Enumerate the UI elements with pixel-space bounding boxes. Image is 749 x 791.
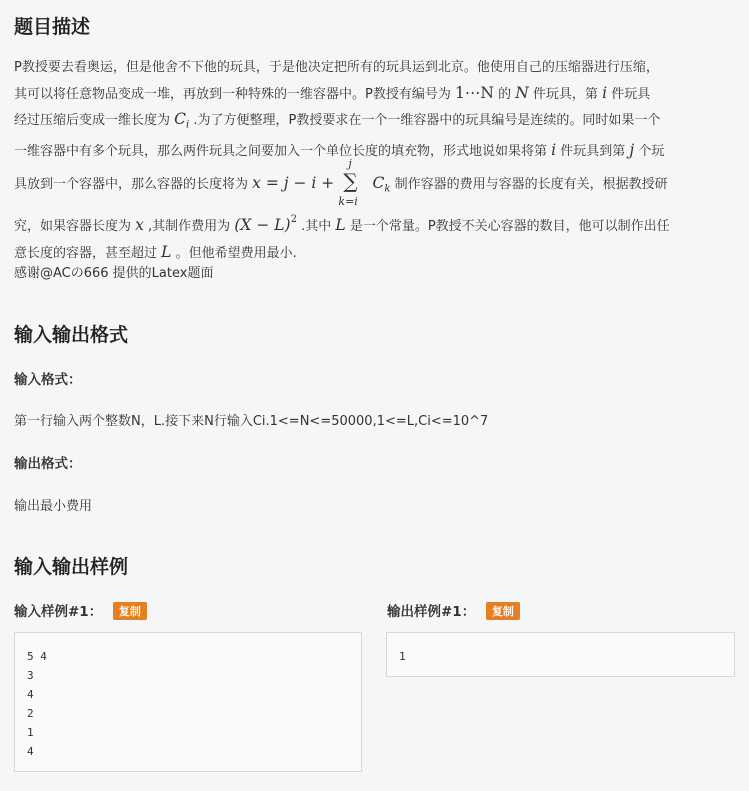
copy-input-button[interactable]: 复制: [113, 602, 147, 620]
description-line: P教授要去看奥运，但是他舍不下他的玩具，于是他决定把所有的玩具运到北京。他使用自己的压缩器进行压缩，: [14, 60, 659, 75]
sample-output-header: [387, 600, 520, 620]
section-title-description: 题目描述: [14, 16, 91, 38]
description-line: 其可以将任意物品变成一堆，再放到一种特殊的一维容器中。P教授有编号为 1⋯N 的 N 件玩具，第 i 件玩具: [14, 83, 651, 102]
description-paragraph: [14, 56, 736, 266]
sample-output-line: 1: [399, 650, 406, 663]
sample-input-line: 4: [27, 745, 34, 758]
sample-input-line: 4: [27, 688, 34, 701]
sample-output-label: 输出样例#1：: [387, 604, 476, 620]
sample-input-header: [14, 600, 147, 620]
sample-output-box[interactable]: [386, 632, 735, 677]
description-line: 具放到一个容器中，那么容器的长度将为 x = j − i + j ∑ k=i $C_k$ 制作容器的费用与容器的长度有关，根据教授研: [14, 156, 668, 208]
summation-symbol: j ∑ k=i: [338, 156, 358, 208]
description-line: 究，如果容器长度为 x ,其制作费用为 $(X - L)^2$ .其中 L 是一个常量。P教授不关心容器的数目，他可以制作出任: [14, 214, 670, 235]
output-format-text: 输出最小费用: [14, 499, 93, 514]
sample-input-line: 5 4: [27, 650, 47, 663]
copy-output-button[interactable]: 复制: [486, 602, 520, 620]
sample-input-line: 3: [27, 669, 34, 682]
latex-credit: 感谢@ACの666 提供的Latex题面: [14, 266, 214, 281]
sample-input-box[interactable]: [14, 632, 362, 772]
sample-input-line: 1: [27, 726, 34, 739]
output-format-label: 输出格式：: [14, 456, 82, 472]
input-format-text: 第一行输入两个整数N，L.接下来N行输入Ci.1<=N<=50000,1<=L,Ci<=10^7: [14, 414, 489, 429]
description-line: 意长度的容器，甚至超过 L 。但他希望费用最小.: [14, 242, 297, 261]
section-title-io-format: 输入输出格式: [14, 324, 129, 346]
sample-input-line: 2: [27, 707, 34, 720]
sample-input-label: 输入样例#1：: [14, 604, 103, 620]
section-title-samples: 输入输出样例: [14, 556, 129, 578]
input-format-label: 输入格式：: [14, 372, 82, 388]
description-line: 经过压缩后变成一维长度为 $C_i$ .为了方便整理，P教授要求在一个一维容器中的玩具编号是连续的。同时如果一个: [14, 110, 661, 131]
description-line: 一维容器中有多个玩具，那么两件玩具之间要加入一个单位长度的填充物，形式地说如果将第 i 件玩具到第 j 个玩: [14, 141, 665, 160]
